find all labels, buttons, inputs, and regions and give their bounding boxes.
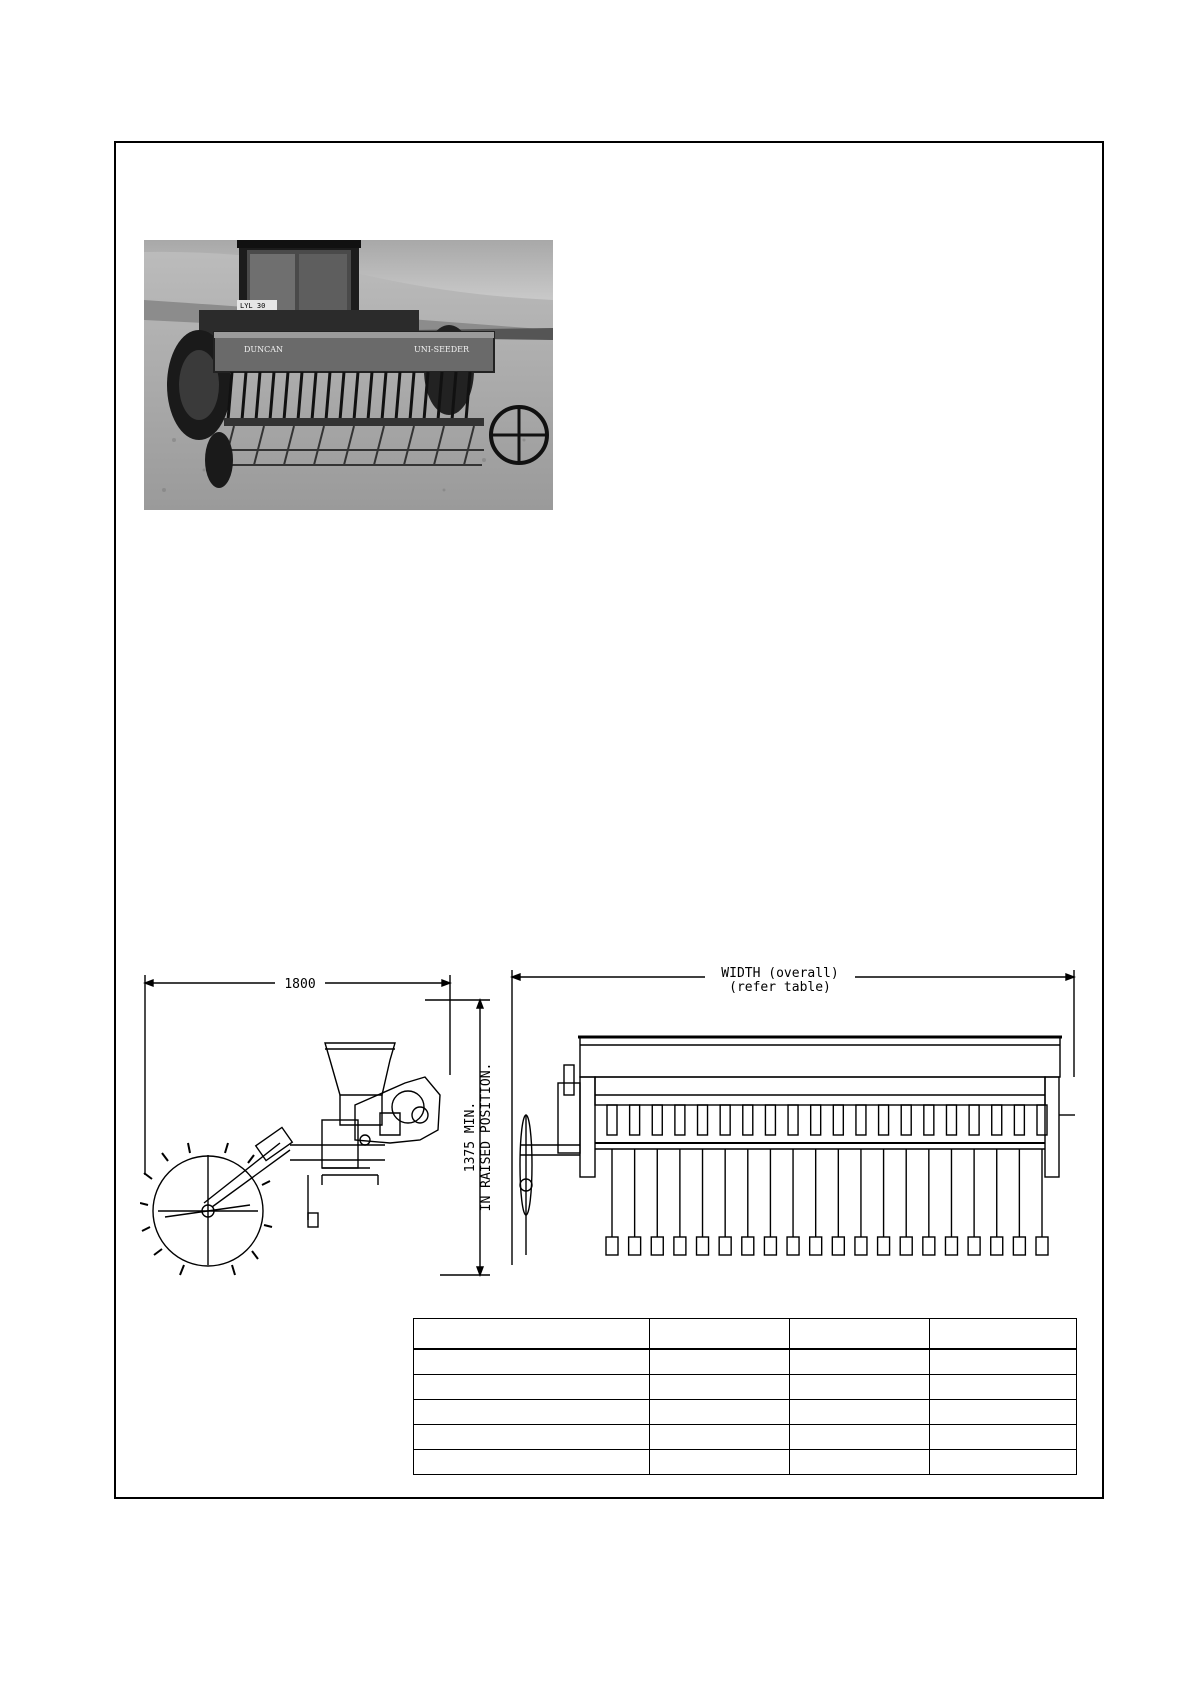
table-cell [650,1319,790,1350]
table-cell [414,1400,650,1425]
table-cell [650,1375,790,1400]
coulter-row [606,1105,1048,1255]
table-cell [414,1349,650,1375]
coulter-unit [674,1105,686,1255]
coulter-unit [697,1105,709,1255]
table-cell [930,1425,1077,1450]
coulter-unit [855,1105,867,1255]
coulter-unit [1036,1105,1048,1255]
width-label-line2: (refer table) [729,980,831,995]
table-header-row [414,1319,1077,1350]
table-cell [790,1375,930,1400]
table-cell [790,1319,930,1350]
table-cell [790,1425,930,1450]
coulter-unit [968,1105,980,1255]
technical-drawing [140,965,1080,1285]
tractor-seeder-photo [144,240,553,510]
table-cell [930,1319,1077,1350]
table-row [414,1400,1077,1425]
table-row [414,1425,1077,1450]
table-cell [930,1375,1077,1400]
coulter-unit [651,1105,663,1255]
coulter-unit [629,1105,641,1255]
width-label-line1: WIDTH (overall) [721,966,839,981]
coulter-unit [787,1105,799,1255]
table-cell [930,1400,1077,1425]
table-cell [650,1400,790,1425]
table-cell [930,1450,1077,1475]
coulter-unit [810,1105,822,1255]
model-text: UNI-SEEDER [414,345,470,354]
coulter-unit [923,1105,935,1255]
brand-text: DUNCAN [244,345,284,354]
table-cell [650,1450,790,1475]
table-cell [414,1319,650,1350]
spec-table [413,1318,1077,1475]
coulter-unit [606,1105,618,1255]
table-row [414,1349,1077,1375]
table-cell [650,1349,790,1375]
height-dimension-line1: 1375 MIN. [463,1101,478,1173]
table-cell [790,1450,930,1475]
height-dimension-line2: IN RAISED POSITION. [479,1062,494,1212]
coulter-unit [764,1105,776,1255]
table-cell [414,1425,650,1450]
coulter-unit [719,1105,731,1255]
coulter-unit [742,1105,754,1255]
table-cell [650,1425,790,1450]
table-cell [414,1450,650,1475]
rear-view [512,965,1075,1265]
coulter-unit [1013,1105,1025,1255]
coulter-unit [832,1105,844,1255]
depth-dimension-text: 1800 [284,977,316,992]
coulter-unit [945,1105,957,1255]
table-row [414,1450,1077,1475]
table-cell [790,1349,930,1375]
side-view [140,973,494,1275]
table-cell [930,1349,1077,1375]
table-cell [790,1400,930,1425]
coulter-unit [900,1105,912,1255]
plate-text: LYL 30 [240,302,266,310]
coulter-unit [878,1105,890,1255]
table-row [414,1375,1077,1400]
table-cell [414,1375,650,1400]
coulter-unit [991,1105,1003,1255]
